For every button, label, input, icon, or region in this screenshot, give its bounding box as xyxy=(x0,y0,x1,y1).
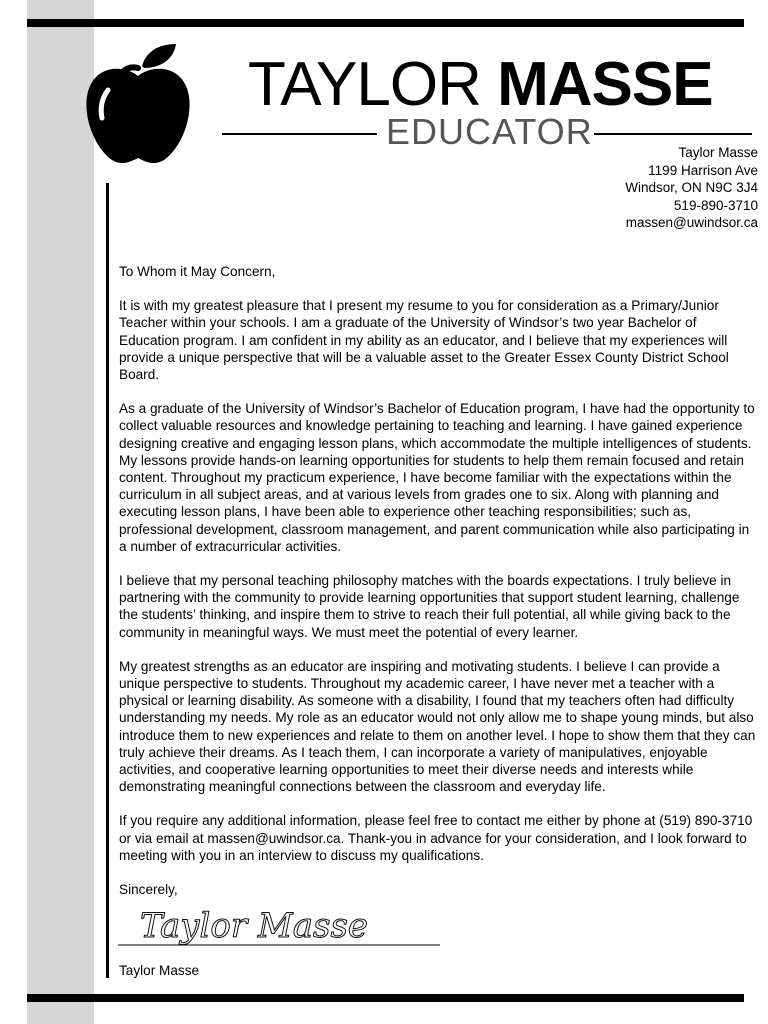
sender-email: massen@uwindsor.ca xyxy=(625,215,758,230)
sender-name: Taylor Masse xyxy=(678,145,758,160)
tagline-rule-right xyxy=(594,133,752,135)
apple-icon xyxy=(82,38,194,166)
letter-body xyxy=(119,263,759,915)
header-first-name: TAYLOR xyxy=(248,50,481,119)
letter-closing: Sincerely, xyxy=(119,882,178,898)
bottom-rule xyxy=(27,994,744,1002)
svg-text:Taylor Masse: Taylor Masse xyxy=(140,906,369,946)
header-last-name: MASSE xyxy=(497,50,713,119)
letter-paragraph: I believe that my personal teaching philosophy matches with the boards expectations. I truly believe in partnering with the community to provide learning opportunities that support student learning, challenge the students’ thinking, and inspire them to strive to reach their full potential, all while giving back to the community in meaningful ways. We must meet the potential of every learner. xyxy=(119,573,740,640)
letter-paragraph: It is with my greatest pleasure that I present my resume to you for consideration as a Primary/Junior Teacher within your schools. I am a graduate of the University of Windsor’s two year Bachelor of Education program. I am confident in my ability as an educator, and I believe that my experiences will provide a unique perspective that will be a valuable asset to the Greater Essex County District School Board. xyxy=(119,298,729,383)
signed-name: Taylor Masse xyxy=(119,963,200,978)
letter-paragraph: My greatest strengths as an educator are inspiring and motivating students. I believe I can provide a unique perspective to students. Throughout my academic career, I have never met a teacher with a physical or learning disability. As someone with a disability, I found that my teachers often had difficulty understanding my needs. My role as an educator would not only allow me to shape young minds, but also introduce them to new experiences and relate to them on another level. I hope to show them that they can truly achieve their dreams. As I teach them, I can incorporate a variety of manipulatives, enjoyable activities, and cooperative learning opportunities to meet their diverse needs and interests while demonstrating meaningful connections between the classroom and everyday life. xyxy=(119,658,756,795)
letter-paragraph: As a graduate of the University of Windsor’s Bachelor of Education program, I have had the opportunity to collect valuable resources and knowledge pertaining to teaching and learning. I have gained experience designing creative and engaging lesson plans, which accommodate the multiple intelligences of students. My lessons provide hands-on learning opportunities for students to help them remain focused and retain content. Throughout my practicum experience, I have become familiar with the expectations within the curriculum in all subject areas, and at various levels from grades one to six. Along with planning and executing lesson plans, I have been able to experience other teaching responsibilities; such as, professional development, classroom management, and parent communication while also participating in a number of extracurricular activities. xyxy=(119,401,755,554)
top-rule xyxy=(27,19,744,27)
tagline-rule-left xyxy=(222,133,377,135)
header-tagline: EDUCATOR xyxy=(386,111,593,152)
margin-rule xyxy=(106,183,109,978)
letter-greeting: To Whom it May Concern, xyxy=(119,264,276,279)
sender-city: Windsor, ON N9C 3J4 xyxy=(625,180,758,195)
header-name xyxy=(248,52,748,118)
letter-paragraph: If you require any additional information, please feel free to contact me either by phone at (519) 890-3710 or via email at massen@uwindsor.ca. Thank-you in advance for your consideration, and I look forward to meeting with you in an interview to discuss my qualifications. xyxy=(119,813,753,863)
signature-image xyxy=(118,897,440,949)
sender-address xyxy=(625,144,758,232)
sender-phone: 519-890-3710 xyxy=(673,197,758,213)
sender-street: 1199 Harrison Ave xyxy=(648,162,758,178)
